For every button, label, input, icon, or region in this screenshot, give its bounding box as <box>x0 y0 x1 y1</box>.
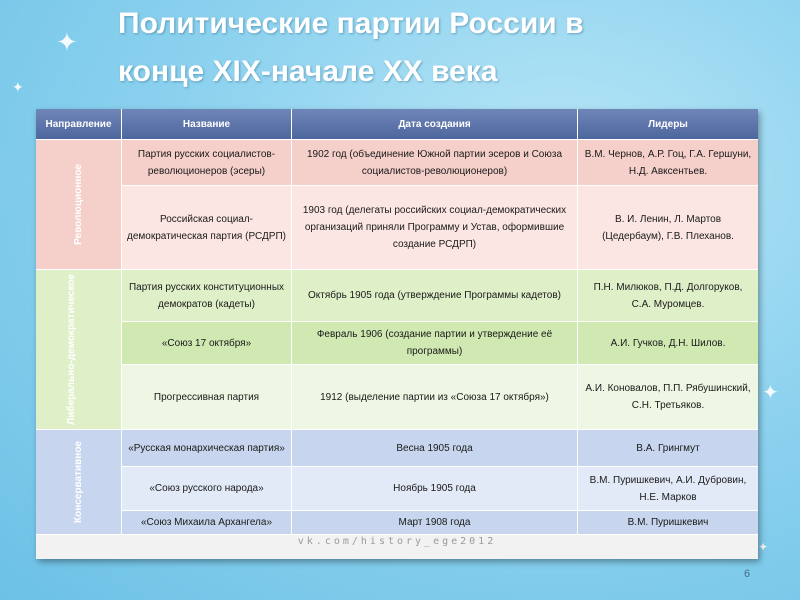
header-leaders: Лидеры <box>578 109 758 140</box>
table-header-row <box>36 109 758 140</box>
direction-liberal <box>36 270 122 430</box>
party-name: «Союз 17 октября» <box>122 322 292 365</box>
footer-watermark: vk.com/history_ege2012 <box>297 536 497 547</box>
table-row <box>36 322 758 365</box>
table-row <box>36 511 758 535</box>
party-date: 1903 год (делегаты российских социал-демократических организаций приняли Программу и Устав, оформившие создание РСДРП) <box>292 186 578 270</box>
party-date: 1902 год (объединение Южной партии эсеров и Союза социалистов-революционеров) <box>292 140 578 186</box>
party-leaders: А.И. Коновалов, П.П. Рябушинский, С.Н. Третьяков. <box>578 365 758 430</box>
party-leaders: В.М. Чернов, А.Р. Гоц, Г.А. Гершуни, Н.Д. Авксентьев. <box>578 140 758 186</box>
header-direction: Направление <box>36 109 122 140</box>
party-date: Октябрь 1905 года (утверждение Программы кадетов) <box>292 270 578 322</box>
table-row <box>36 140 758 186</box>
direction-label: Либерально-демократическое <box>65 274 77 425</box>
party-name: «Союз русского народа» <box>122 467 292 511</box>
sparkle-icon: ✦ <box>56 28 78 58</box>
party-name: «Союз Михаила Архангела» <box>122 511 292 535</box>
parties-table-container <box>36 109 758 559</box>
party-name: Партия русских конституционных демократов (кадеты) <box>122 270 292 322</box>
parties-table <box>36 109 758 535</box>
party-name: Прогрессивная партия <box>122 365 292 430</box>
table-row <box>36 186 758 270</box>
party-name: Российская социал-демократическая партия (РСДРП) <box>122 186 292 270</box>
direction-label: Революционное <box>72 164 84 245</box>
party-date: 1912 (выделение партии из «Союза 17 октября») <box>292 365 578 430</box>
party-name: «Русская монархическая партия» <box>122 430 292 467</box>
party-leaders: А.И. Гучков, Д.Н. Шилов. <box>578 322 758 365</box>
table-row <box>36 365 758 430</box>
table-row <box>36 270 758 322</box>
direction-conservative <box>36 430 122 535</box>
party-leaders: П.Н. Милюков, П.Д. Долгоруков, С.А. Муромцев. <box>578 270 758 322</box>
party-leaders: В.А. Грингмут <box>578 430 758 467</box>
party-date: Весна 1905 года <box>292 430 578 467</box>
title-line-1: Политические партии России в <box>118 7 584 40</box>
header-name: Название <box>122 109 292 140</box>
header-date: Дата создания <box>292 109 578 140</box>
sparkle-icon: ✦ <box>758 540 769 554</box>
table-row <box>36 467 758 511</box>
party-name: Партия русских социалистов-революционеров (эсеры) <box>122 140 292 186</box>
title-line-2: конце XIX-начале XX века <box>118 55 498 88</box>
page-number: 6 <box>744 568 751 580</box>
page-title <box>118 0 778 96</box>
party-leaders: В.М. Пуришкевич, А.И. Дубровин, Н.Е. Марков <box>578 467 758 511</box>
sparkle-icon: ✦ <box>762 380 779 404</box>
party-date: Ноябрь 1905 года <box>292 467 578 511</box>
sparkle-icon: ✦ <box>12 80 24 96</box>
table-row <box>36 430 758 467</box>
party-leaders: В. И. Ленин, Л. Мартов (Цедербаум), Г.В. Плеханов. <box>578 186 758 270</box>
party-date: Февраль 1906 (создание партии и утверждение её программы) <box>292 322 578 365</box>
direction-revolutionary <box>36 140 122 270</box>
party-date: Март 1908 года <box>292 511 578 535</box>
direction-label: Консервативное <box>72 441 84 523</box>
party-leaders: В.М. Пуришкевич <box>578 511 758 535</box>
